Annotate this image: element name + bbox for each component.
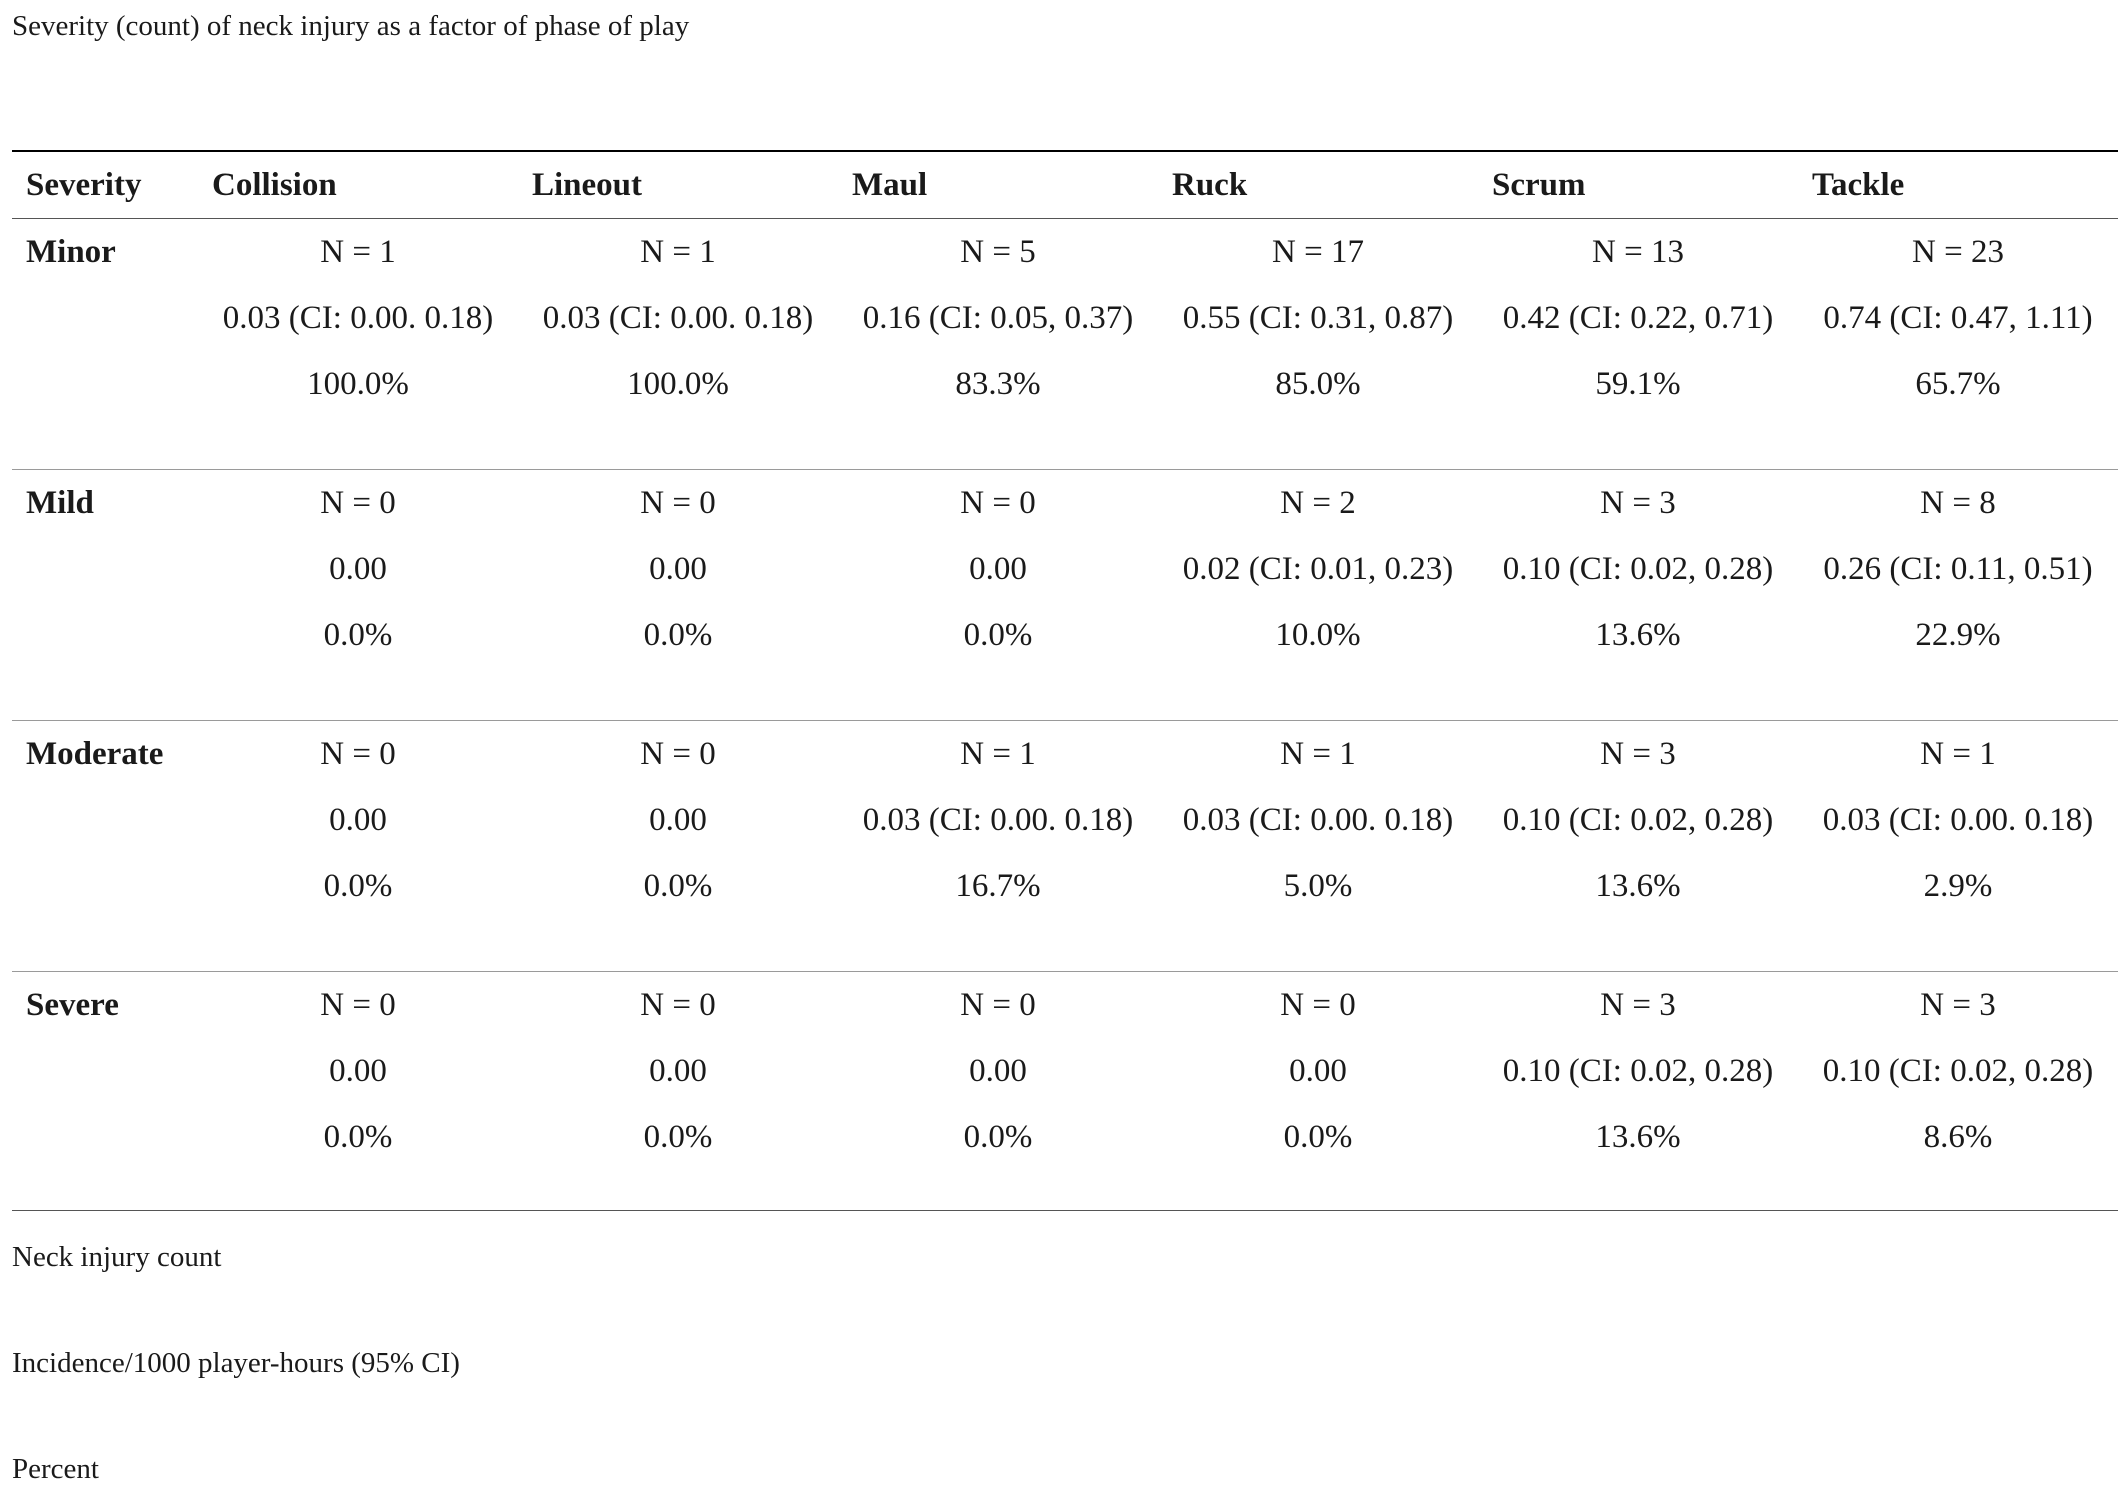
incidence-cell: 0.00 — [969, 1053, 1027, 1089]
incidence-cell: 0.74 (CI: 0.47, 1.11) — [1823, 300, 2093, 336]
incidence-cell: 0.55 (CI: 0.31, 0.87) — [1182, 300, 1454, 336]
incidence-cell: 0.03 (CI: 0.00. 0.18) — [862, 802, 1134, 838]
percent-cell: 0.0% — [643, 868, 713, 904]
legend-percent: Percent — [12, 1453, 99, 1485]
incidence-cell: 0.00 — [1289, 1053, 1347, 1089]
count-cell: N = 0 — [320, 987, 396, 1023]
table-row-incidence — [12, 787, 2118, 853]
row-group-divider — [12, 417, 2118, 470]
table-row-count — [12, 721, 2118, 788]
incidence-cell: 0.00 — [649, 802, 707, 838]
count-cell: N = 3 — [1920, 987, 1996, 1023]
count-cell: N = 1 — [640, 234, 716, 270]
count-cell: N = 17 — [1272, 234, 1364, 270]
percent-cell: 0.0% — [963, 617, 1033, 653]
count-cell: N = 3 — [1600, 987, 1676, 1023]
incidence-cell: 0.03 (CI: 0.00. 0.18) — [542, 300, 814, 336]
percent-cell: 0.0% — [323, 1119, 393, 1155]
count-cell: N = 1 — [960, 736, 1036, 772]
severity-label: Minor — [26, 234, 116, 270]
percent-cell: 0.0% — [323, 617, 393, 653]
header-scrum: Scrum — [1492, 166, 1586, 203]
percent-cell: 0.0% — [963, 1119, 1033, 1155]
header-maul: Maul — [852, 166, 928, 203]
count-cell: N = 8 — [1920, 485, 1996, 521]
severity-blank-cell — [12, 787, 198, 853]
table-row-count — [12, 972, 2118, 1039]
incidence-cell: 0.03 (CI: 0.00. 0.18) — [1182, 802, 1454, 838]
table-caption: Severity (count) of neck injury as a factor of phase of play — [12, 10, 690, 42]
header-collision: Collision — [212, 166, 337, 203]
percent-cell: 85.0% — [1275, 366, 1361, 402]
count-cell: N = 0 — [320, 485, 396, 521]
incidence-cell: 0.03 (CI: 0.00. 0.18) — [1822, 802, 2094, 838]
count-cell: N = 5 — [960, 234, 1036, 270]
count-cell: N = 0 — [640, 736, 716, 772]
divider-cell — [12, 417, 2118, 470]
severity-label: Moderate — [26, 736, 164, 772]
incidence-cell: 0.00 — [329, 551, 387, 587]
count-cell: N = 1 — [1920, 736, 1996, 772]
percent-cell: 13.6% — [1595, 617, 1681, 653]
incidence-cell: 0.26 (CI: 0.11, 0.51) — [1823, 551, 2093, 587]
incidence-cell: 0.00 — [329, 1053, 387, 1089]
percent-cell: 5.0% — [1283, 868, 1353, 904]
header-ruck: Ruck — [1172, 166, 1248, 203]
divider-cell — [12, 668, 2118, 721]
table-row-incidence — [12, 536, 2118, 602]
table-row-count — [12, 219, 2118, 286]
count-cell: N = 0 — [960, 987, 1036, 1023]
count-cell: N = 3 — [1600, 485, 1676, 521]
legend-count: Neck injury count — [12, 1241, 222, 1273]
divider-cell — [12, 919, 2118, 972]
table-row-incidence — [12, 285, 2118, 351]
incidence-cell: 0.00 — [329, 802, 387, 838]
header-tackle: Tackle — [1812, 166, 1905, 203]
table-body — [12, 219, 2118, 1211]
incidence-cell: 0.42 (CI: 0.22, 0.71) — [1502, 300, 1774, 336]
header-row — [12, 151, 2118, 219]
percent-cell: 22.9% — [1915, 617, 2001, 653]
count-cell: N = 0 — [640, 485, 716, 521]
percent-cell: 13.6% — [1595, 1119, 1681, 1155]
count-cell: N = 3 — [1600, 736, 1676, 772]
percent-cell: 0.0% — [1283, 1119, 1353, 1155]
count-cell: N = 0 — [960, 485, 1036, 521]
injury-table-container — [12, 150, 2116, 1211]
severity-blank-cell — [12, 853, 198, 919]
percent-cell: 8.6% — [1923, 1119, 1993, 1155]
table-row-percent — [12, 602, 2118, 668]
table-row-incidence — [12, 1038, 2118, 1104]
severity-blank-cell — [12, 602, 198, 668]
incidence-cell: 0.00 — [969, 551, 1027, 587]
incidence-cell: 0.16 (CI: 0.05, 0.37) — [862, 300, 1134, 336]
table-row-percent — [12, 1104, 2118, 1170]
percent-cell: 13.6% — [1595, 868, 1681, 904]
percent-cell: 10.0% — [1275, 617, 1361, 653]
row-group-divider — [12, 919, 2118, 972]
incidence-cell: 0.00 — [649, 1053, 707, 1089]
percent-cell: 16.7% — [955, 868, 1041, 904]
header-severity: Severity — [26, 166, 142, 203]
count-cell: N = 2 — [1280, 485, 1356, 521]
severity-blank-cell — [12, 285, 198, 351]
percent-cell: 83.3% — [955, 366, 1041, 402]
incidence-cell: 0.10 (CI: 0.02, 0.28) — [1822, 1053, 2094, 1089]
count-cell: N = 1 — [1280, 736, 1356, 772]
table-row-percent — [12, 351, 2118, 417]
count-cell: N = 0 — [640, 987, 716, 1023]
table-header — [12, 151, 2118, 219]
count-cell: N = 13 — [1592, 234, 1684, 270]
percent-cell: 2.9% — [1923, 868, 1993, 904]
divider-cell — [12, 1170, 2118, 1211]
row-group-divider — [12, 668, 2118, 721]
incidence-cell: 0.10 (CI: 0.02, 0.28) — [1502, 1053, 1774, 1089]
severity-blank-cell — [12, 1038, 198, 1104]
legend-incidence: Incidence/1000 player-hours (95% CI) — [12, 1347, 460, 1379]
incidence-cell: 0.00 — [649, 551, 707, 587]
injury-severity-table — [12, 150, 2118, 1211]
count-cell: N = 0 — [1280, 987, 1356, 1023]
severity-blank-cell — [12, 536, 198, 602]
table-row-count — [12, 470, 2118, 537]
severity-blank-cell — [12, 351, 198, 417]
percent-cell: 100.0% — [627, 366, 729, 402]
count-cell: N = 0 — [320, 736, 396, 772]
severity-blank-cell — [12, 1104, 198, 1170]
severity-label: Mild — [26, 485, 94, 521]
row-group-divider — [12, 1170, 2118, 1211]
percent-cell: 100.0% — [307, 366, 409, 402]
incidence-cell: 0.10 (CI: 0.02, 0.28) — [1502, 551, 1774, 587]
percent-cell: 65.7% — [1915, 366, 2001, 402]
count-cell: N = 1 — [320, 234, 396, 270]
incidence-cell: 0.10 (CI: 0.02, 0.28) — [1502, 802, 1774, 838]
percent-cell: 0.0% — [643, 1119, 713, 1155]
count-cell: N = 23 — [1912, 234, 2004, 270]
percent-cell: 0.0% — [323, 868, 393, 904]
header-lineout: Lineout — [532, 166, 643, 203]
severity-label: Severe — [26, 987, 119, 1023]
incidence-cell: 0.02 (CI: 0.01, 0.23) — [1182, 551, 1454, 587]
percent-cell: 0.0% — [643, 617, 713, 653]
incidence-cell: 0.03 (CI: 0.00. 0.18) — [222, 300, 494, 336]
table-row-percent — [12, 853, 2118, 919]
percent-cell: 59.1% — [1595, 366, 1681, 402]
